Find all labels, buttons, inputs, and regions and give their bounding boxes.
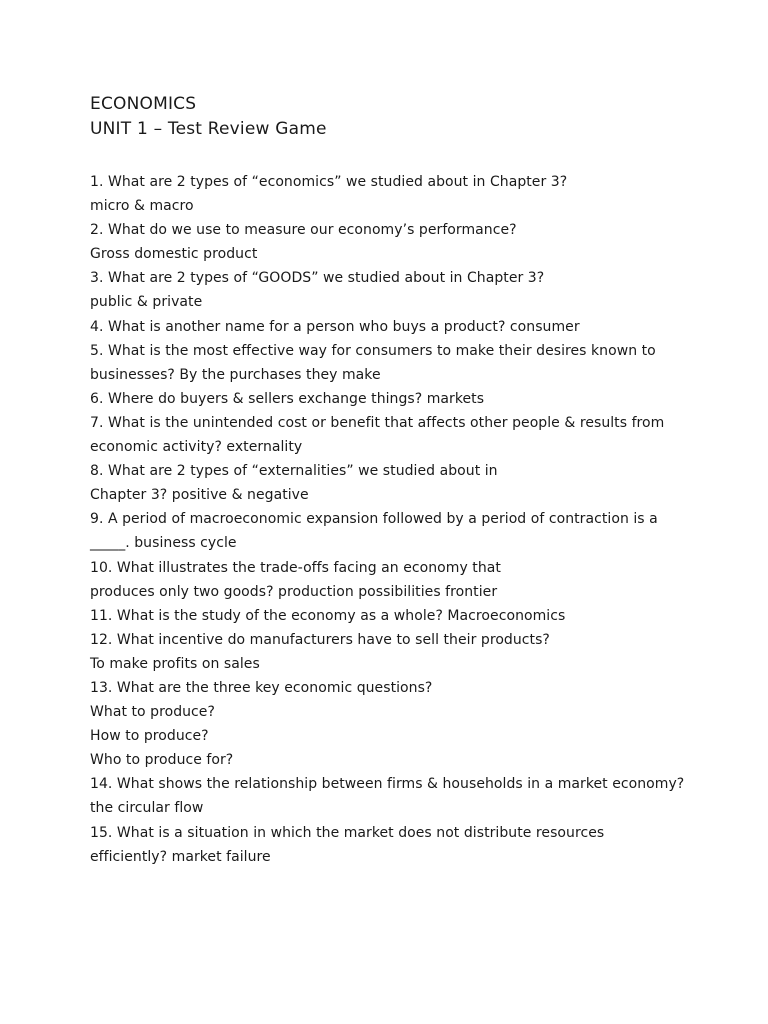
- text-line: 8. What are 2 types of “externalities” we studied about in: [90, 463, 498, 480]
- text-line: efficiently? market failure: [90, 848, 271, 865]
- question-list: [90, 170, 730, 869]
- text-line: Chapter 3? positive & negative: [90, 487, 309, 504]
- text-line: 6. Where do buyers & sellers exchange things? markets: [90, 390, 485, 407]
- text-line: 3. What are 2 types of “GOODS” we studied about in Chapter 3?: [90, 270, 545, 287]
- text-line: 14. What shows the relationship between firms & households in a market economy?: [90, 776, 685, 793]
- text-line: To make profits on sales: [90, 655, 260, 672]
- text-line: businesses? By the purchases they make: [90, 366, 381, 383]
- text-line: 5. What is the most effective way for consumers to make their desires known to: [90, 342, 656, 359]
- text-line: 7. What is the unintended cost or benefit that affects other people & results from: [90, 414, 665, 431]
- text-line: 10. What illustrates the trade-offs facing an economy that: [90, 559, 501, 576]
- document-content: [90, 92, 730, 869]
- text-line: 2. What do we use to measure our economy’s performance?: [90, 222, 517, 239]
- document-subtitle: UNIT 1 – Test Review Game: [90, 119, 327, 139]
- text-line: _____. business cycle: [90, 535, 237, 552]
- text-line: 9. A period of macroeconomic expansion followed by a period of contraction is a: [90, 511, 658, 528]
- text-line: produces only two goods? production possibilities frontier: [90, 583, 498, 600]
- text-line: 1. What are 2 types of “economics” we studied about in Chapter 3?: [90, 174, 568, 190]
- document-title: ECONOMICS: [90, 94, 197, 114]
- text-line: the circular flow: [90, 800, 204, 817]
- text-line: economic activity? externality: [90, 439, 303, 456]
- text-line: public & private: [90, 294, 203, 311]
- text-line: micro & macro: [90, 198, 194, 215]
- text-line: 15. What is a situation in which the market does not distribute resources: [90, 824, 605, 841]
- text-line: What to produce?: [90, 704, 215, 721]
- text-line: 13. What are the three key economic questions?: [90, 679, 433, 696]
- text-line: How to produce?: [90, 728, 209, 745]
- text-line: 12. What incentive do manufacturers have to sell their products?: [90, 631, 550, 648]
- text-line: 4. What is another name for a person who buys a product? consumer: [90, 318, 580, 335]
- text-line: Who to produce for?: [90, 752, 234, 769]
- text-line: Gross domestic product: [90, 246, 258, 263]
- text-line: 11. What is the study of the economy as a whole? Macroeconomics: [90, 607, 566, 624]
